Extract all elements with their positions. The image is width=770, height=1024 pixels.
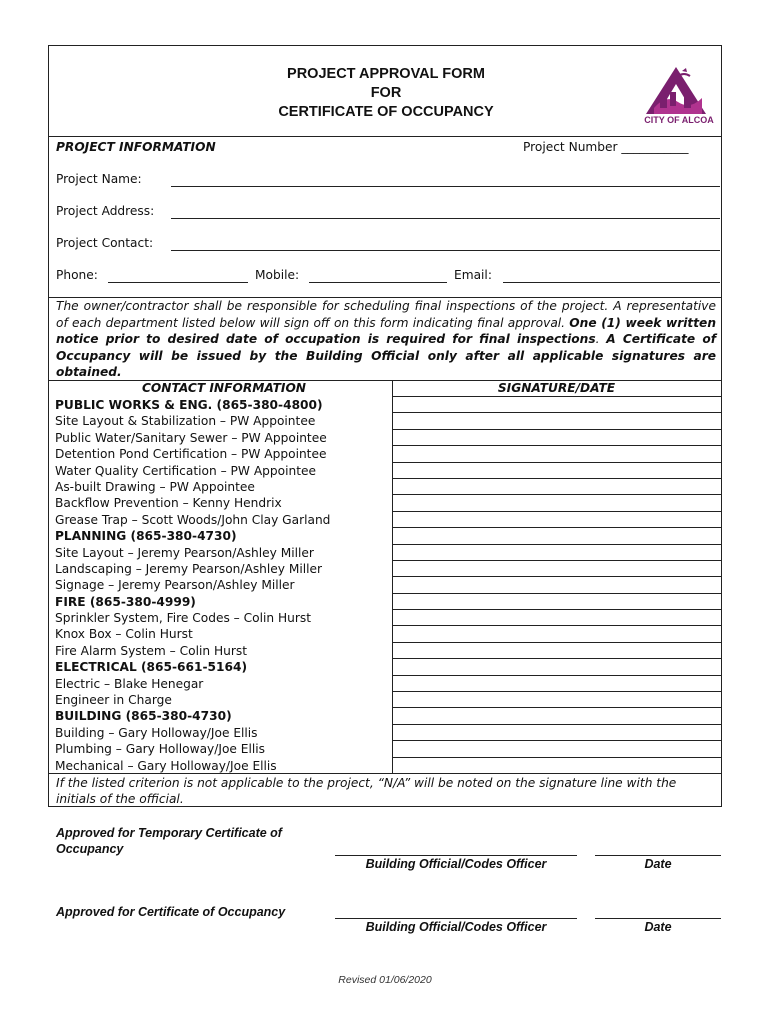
logo-text: CITY OF ALCOA [644, 115, 714, 125]
table-bottom-line [48, 773, 722, 774]
signature-cell[interactable] [392, 495, 721, 511]
temporary-official-label: Building Official/Codes Officer [365, 857, 547, 871]
form-title-line3: CERTIFICATE OF OCCUPANCY [278, 104, 494, 120]
contact-row: Backflow Prevention – Kenny Hendrix [55, 496, 282, 511]
department-heading: FIRE (865-380-4999) [55, 594, 196, 609]
signature-cell[interactable] [392, 708, 721, 724]
signature-cell[interactable] [392, 626, 721, 642]
revision-date: Revised 01/06/2020 [338, 974, 432, 986]
contact-row: Site Layout & Stabilization – PW Appointee [55, 414, 316, 429]
contact-row: Landscaping – Jeremy Pearson/Ashley Miller [55, 561, 323, 576]
contact-row: Fire Alarm System – Colin Hurst [55, 643, 248, 658]
signature-cell[interactable] [392, 692, 721, 708]
email-field[interactable] [503, 282, 720, 283]
contact-row: Grease Trap – Scott Woods/John Clay Garland [55, 512, 331, 527]
signature-cell[interactable] [392, 463, 721, 479]
contact-row: Mechanical – Gary Holloway/Joe Ellis [55, 758, 277, 773]
signature-cell[interactable] [392, 676, 721, 692]
final-official-signature-line[interactable] [335, 918, 577, 919]
contact-row: Signage – Jeremy Pearson/Ashley Miller [55, 578, 295, 593]
department-heading: PUBLIC WORKS & ENG. (865-380-4800) [55, 398, 323, 412]
final-approval-label: Approved for Certificate of Occupancy [56, 905, 286, 919]
department-heading: ELECTRICAL (865-661-5164) [55, 660, 248, 675]
department-heading: BUILDING (865-380-4730) [55, 709, 232, 724]
city-of-alcoa-logo [640, 64, 718, 130]
contact-row: Water Quality Certification – PW Appointee [55, 463, 316, 478]
mobile-field[interactable] [309, 282, 447, 283]
signature-cell[interactable] [392, 413, 721, 429]
signature-cell[interactable] [392, 725, 721, 741]
signature-cell[interactable] [392, 446, 721, 462]
contact-row: Plumbing – Gary Holloway/Joe Ellis [55, 742, 266, 757]
temporary-date-label: Date [644, 857, 672, 871]
contact-row: Knox Box – Colin Hurst [55, 627, 193, 642]
project-name-label: Project Name: [56, 172, 142, 186]
project-address-label: Project Address: [56, 204, 155, 218]
temporary-approval-label: Approved for Temporary Certificate of Occupancy [56, 826, 282, 856]
form-title-line1: PROJECT APPROVAL FORM [287, 66, 485, 82]
email-label: Email: [454, 268, 492, 282]
contact-list [55, 397, 393, 774]
signature-cell[interactable] [392, 610, 721, 626]
signature-cell[interactable] [392, 741, 721, 757]
signature-cell[interactable] [392, 545, 721, 561]
final-date-label: Date [644, 920, 672, 934]
instructions-paragraph [56, 298, 716, 381]
phone-field[interactable] [108, 282, 248, 283]
signature-cell[interactable] [392, 479, 721, 495]
signature-cell[interactable] [392, 594, 721, 610]
temporary-date-line[interactable] [595, 855, 721, 856]
project-contact-label: Project Contact: [56, 236, 154, 250]
contact-row: Public Water/Sanitary Sewer – PW Appointee [55, 430, 327, 445]
contact-row: Sprinkler System, Fire Codes – Colin Hurst [55, 611, 311, 626]
phone-label: Phone: [56, 268, 98, 282]
form-title-line2: FOR [370, 85, 402, 101]
signature-cell[interactable] [392, 643, 721, 659]
header-divider [48, 136, 722, 137]
temporary-official-signature-line[interactable] [335, 855, 577, 856]
instructions-text: The owner/contractor shall be responsible for scheduling final inspections of the project. A representative of each department listed below will sign off on this form indicating final approval. [56, 299, 716, 330]
signature-date-header: SIGNATURE/DATE [497, 381, 616, 395]
signature-cell[interactable] [392, 512, 721, 528]
department-heading: PLANNING (865-380-4730) [55, 529, 237, 544]
na-note: If the listed criterion is not applicable to the project, “N/A” will be noted on the signature line with the initials of the official. [56, 776, 677, 806]
contact-row: As-built Drawing – PW Appointee [55, 479, 255, 494]
contact-row: Detention Pond Certification – PW Appointee [55, 447, 327, 462]
contact-row: Site Layout – Jeremy Pearson/Ashley Miller [55, 545, 314, 560]
signature-cell[interactable] [392, 561, 721, 577]
project-name-field[interactable] [171, 186, 720, 187]
project-number-label: Project Number ___________ [523, 140, 689, 154]
mobile-label: Mobile: [255, 268, 300, 282]
contact-row: Building – Gary Holloway/Joe Ellis [55, 725, 258, 740]
project-address-field[interactable] [171, 218, 720, 219]
final-date-line[interactable] [595, 918, 721, 919]
signature-cell[interactable] [392, 430, 721, 446]
signature-cell[interactable] [392, 397, 721, 413]
signature-cell[interactable] [392, 577, 721, 593]
contact-row: Electric – Blake Henegar [55, 676, 204, 691]
contact-row: Engineer in Charge [55, 693, 172, 708]
contact-info-header: CONTACT INFORMATION [141, 381, 307, 395]
signature-cell[interactable] [392, 758, 721, 774]
project-contact-field[interactable] [171, 250, 720, 251]
notice-requirement: One (1) week written notice prior to desired date of occupation is required for final inspections [56, 315, 716, 346]
instructions-period: . [595, 332, 600, 346]
signature-cell[interactable] [392, 528, 721, 544]
signature-column [392, 397, 721, 774]
project-info-heading: PROJECT INFORMATION [56, 140, 216, 154]
certificate-condition: A Certificate of Occupancy will be issued by the Building Official only after all applicable signatures are obtained. [56, 332, 716, 379]
signature-cell[interactable] [392, 659, 721, 675]
final-official-label: Building Official/Codes Officer [365, 920, 547, 934]
